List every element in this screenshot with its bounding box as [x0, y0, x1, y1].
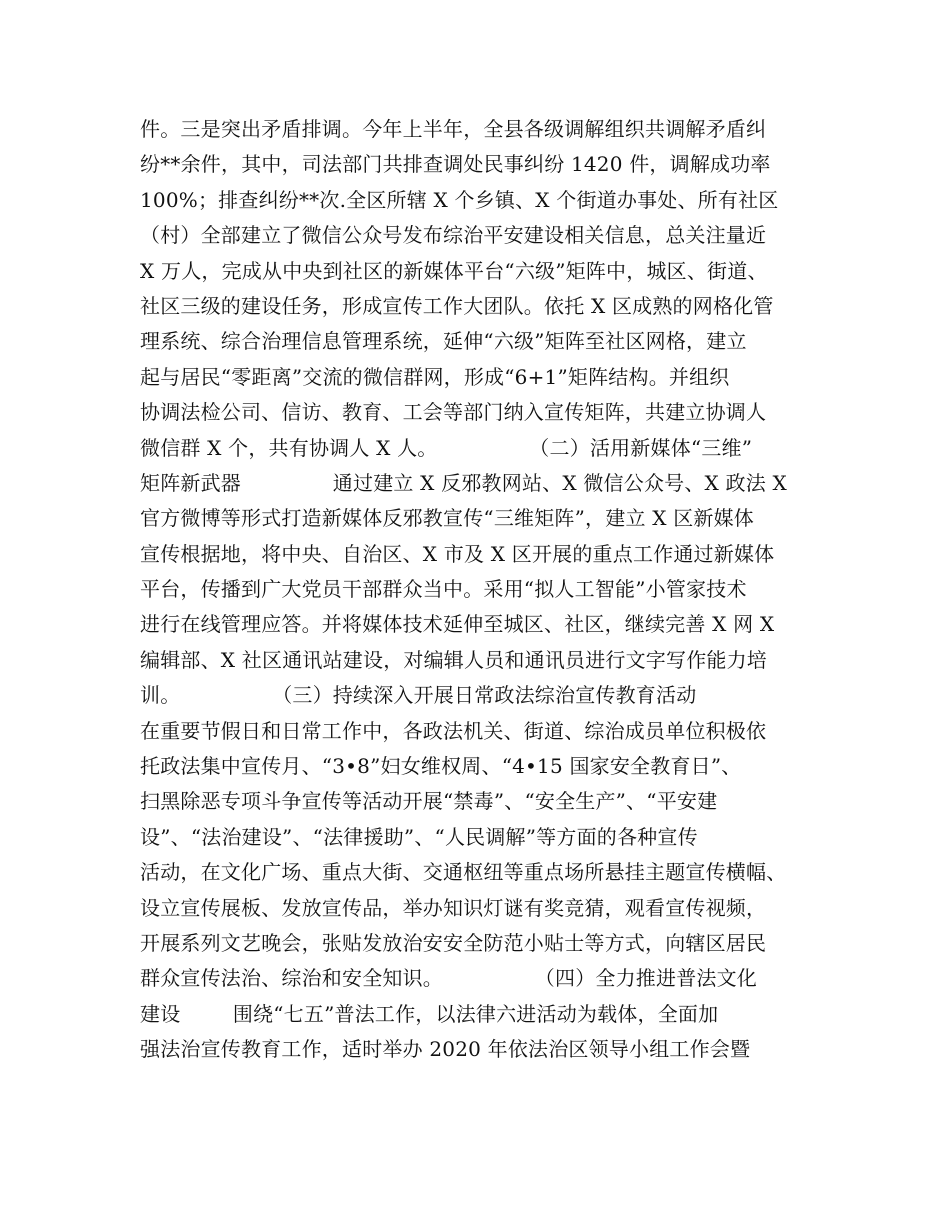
- text-line: 活动，在文化广场、重点大街、交通枢纽等重点场所悬挂主题宣传横幅、: [140, 860, 787, 885]
- text-line: 件。三是突出矛盾排调。今年上半年，全县各级调解组织共调解矛盾纠: [140, 117, 767, 141]
- text-line: 在重要节假日和日常工作中，各政法机关、街道、综治成员单位积极依: [140, 718, 767, 743]
- text-line: 矩阵新武器 通过建立 X 反邪教网站、X 微信公众号、X 政法 X: [140, 470, 787, 495]
- text-line: 平台，传播到广大党员干部群众当中。采用“拟人工智能”小管家技术: [140, 577, 747, 602]
- text-line: 协调法检公司、信访、教育、工会等部门纳入宣传矩阵，共建立协调人: [140, 400, 767, 425]
- text-line: 纷**余件，其中，司法部门共排查调处民事纠纷 1420 件，调解成功率: [140, 152, 771, 177]
- text-line: X 万人，完成从中央到社区的新媒体平台“六级”矩阵中，城区、街道、: [140, 258, 768, 283]
- text-line: 100%；排查纠纷**次.全区所辖 X 个乡镇、X 个街道办事处、所有社区: [140, 187, 779, 212]
- text-line: 进行在线管理应答。并将媒体技术延伸至城区、社区，继续完善 X 网 X: [140, 612, 775, 637]
- text-line: 微信群 X 个，共有协调人 X 人。 （二）活用新媒体“三维”: [140, 435, 753, 460]
- text-line: 设立宣传展板、发放宣传品，举办知识灯谜有奖竞猜，观看宣传视频，: [140, 895, 767, 920]
- text-line: 起与居民“零距离”交流的微信群网，形成“6+1”矩阵结构。并组织: [140, 364, 730, 389]
- text-line: 群众宣传法治、综治和安全知识。 （四）全力推进普法文化: [140, 966, 758, 991]
- text-line: 理系统、综合治理信息管理系统，延伸“六级”矩阵至社区网格，建立: [140, 329, 747, 354]
- text-line: 开展系列文艺晚会，张贴发放治安安全防范小贴士等方式，向辖区居民: [140, 930, 767, 955]
- text-line: 编辑部、X 社区通讯站建设，对编辑人员和通讯员进行文字写作能力培: [140, 647, 767, 672]
- text-line: 托政法集中宣传月、“3•8”妇女维权周、“4•15 国家安全教育日”、: [140, 754, 742, 779]
- text-line: 建设 围绕“七五”普法工作，以法律六进活动为载体，全面加: [140, 1001, 719, 1026]
- text-line: 官方微博等形式打造新媒体反邪教宣传“三维矩阵”，建立 X 区新媒体: [140, 506, 755, 531]
- text-line: 宣传根据地，将中央、自治区、X 市及 X 区开展的重点工作通过新媒体: [140, 541, 775, 566]
- body-text: [140, 112, 820, 1068]
- text-line: 强法治宣传教育工作，适时举办 2020 年依法治区领导小组工作会暨: [140, 1037, 751, 1062]
- text-line: 训。 （三）持续深入开展日常政法综治宣传教育活动: [140, 683, 697, 708]
- text-line: 扫黑除恶专项斗争宣传等活动开展“禁毒”、“安全生产”、“平安建: [140, 789, 718, 814]
- text-line: 社区三级的建设任务，形成宣传工作大团队。依托 X 区成熟的网格化管: [140, 293, 774, 318]
- text-line: 设”、“法治建设”、“法律援助”、“人民调解”等方面的各种宣传: [140, 824, 698, 849]
- text-line: （村）全部建立了微信公众号发布综治平安建设相关信息，总关注量近: [140, 223, 767, 248]
